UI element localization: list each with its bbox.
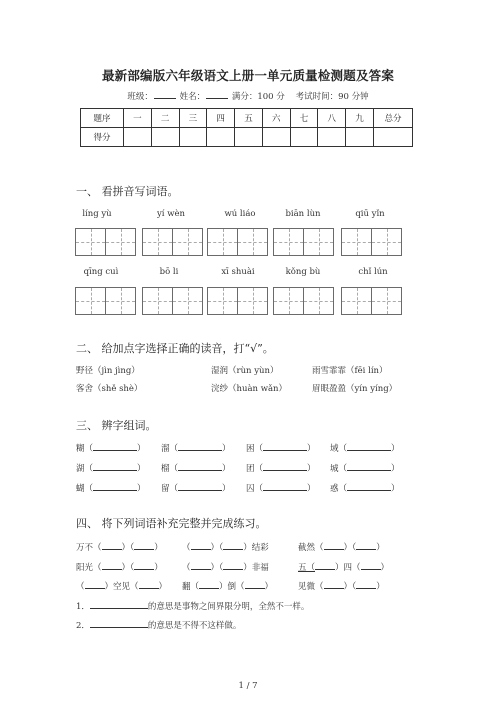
answer-blank[interactable]	[134, 541, 154, 550]
score-header: 二	[151, 109, 179, 128]
score-header: 一	[124, 109, 152, 128]
answer-blank[interactable]	[347, 442, 391, 451]
exam-info: 班级： 姓名： 满分：100 分 考试时间：90 分钟	[127, 92, 369, 102]
answer-blank[interactable]	[93, 442, 137, 451]
writing-grid[interactable]	[207, 287, 268, 315]
pinyin-label: bō li	[159, 267, 179, 277]
score-header: 五	[235, 109, 263, 128]
pinyin-label: kǒng bù	[285, 267, 321, 277]
word-group-item: 困（ ）	[246, 444, 316, 454]
idiom-item: （ ）空见（ ）	[76, 582, 168, 592]
answer-blank[interactable]	[93, 482, 137, 491]
word-group-item: 域（ ）	[330, 444, 400, 454]
answer-blank[interactable]	[324, 580, 344, 589]
word-group-item: 惑（ ）	[330, 484, 400, 494]
word-group-item: 湖（ ）	[76, 464, 146, 474]
answer-blank[interactable]	[324, 541, 344, 550]
score-cell	[262, 128, 290, 147]
score-cell	[318, 128, 346, 147]
answer-blank[interactable]	[178, 462, 222, 471]
idiom-item: 万不（ ）（ ）	[76, 543, 163, 553]
reading-item: 雨雪霏霏（fēi lín）	[312, 366, 388, 376]
answer-blank[interactable]	[315, 561, 335, 570]
idiom-item: 截然（ ）（ ）	[298, 543, 385, 553]
score-cell	[290, 128, 318, 147]
idiom-item: 翻（ ）倒（ ）	[182, 582, 274, 592]
word-group-item: 榴（ ）	[161, 464, 231, 474]
pinyin-label: wú liáo	[224, 209, 256, 219]
score-header: 三	[179, 109, 207, 128]
score-header: 总分	[374, 109, 413, 128]
reading-item: 浣纱（huàn wǎn）	[211, 384, 288, 394]
score-value-row	[81, 128, 413, 147]
answer-blank[interactable]	[178, 482, 222, 491]
name-blank	[206, 90, 228, 99]
word-group-item: 溜（ ）	[161, 444, 231, 454]
score-cell	[346, 128, 374, 147]
writing-grid[interactable]	[341, 228, 402, 256]
reading-item: 客舍（shě shè）	[76, 384, 143, 394]
answer-blank[interactable]	[223, 561, 243, 570]
idiom-item: （ ）（ ）结彩	[182, 543, 269, 553]
writing-grid[interactable]	[75, 287, 136, 315]
answer-blank[interactable]	[191, 541, 211, 550]
score-table	[80, 108, 413, 147]
page-number: 1 / 7	[238, 681, 258, 691]
section-2-heading: 二、 给加点字选择正确的读音，打“√”。	[76, 342, 274, 355]
idiom-item: （ ）（ ）非福	[182, 563, 269, 573]
question-2: 2． 的意思是不得不这样做。	[76, 621, 242, 631]
score-cell	[151, 128, 179, 147]
idiom-item: 五（ ）四（ ）	[298, 563, 390, 573]
answer-blank[interactable]	[139, 580, 159, 589]
answer-blank[interactable]	[347, 482, 391, 491]
answer-blank[interactable]	[245, 580, 265, 589]
pinyin-label: líng yù	[82, 209, 112, 219]
section-3-heading: 三、 辨字组词。	[76, 419, 157, 432]
score-header: 题序	[81, 109, 124, 128]
writing-grid[interactable]	[142, 287, 203, 315]
score-cell	[179, 128, 207, 147]
score-header: 九	[346, 109, 374, 128]
answer-blank[interactable]	[90, 619, 148, 628]
score-cell	[124, 128, 152, 147]
pinyin-label: chǐ lún	[358, 267, 388, 277]
writing-grid[interactable]	[142, 228, 203, 256]
question-1: 1． 的意思是事物之间界限分明，全然不一样。	[76, 602, 310, 612]
score-cell	[207, 128, 235, 147]
class-blank	[154, 90, 176, 99]
reading-item: 眉眼盈盈（yín yíng）	[312, 384, 398, 394]
pinyin-label: qiū yǐn	[355, 209, 385, 219]
score-cell	[235, 128, 263, 147]
writing-grid[interactable]	[341, 287, 402, 315]
word-group-item: 城（ ）	[330, 464, 400, 474]
answer-blank[interactable]	[134, 561, 154, 570]
answer-blank[interactable]	[356, 541, 376, 550]
answer-blank[interactable]	[178, 442, 222, 451]
score-header-row	[81, 109, 413, 128]
answer-blank[interactable]	[361, 561, 381, 570]
writing-grid[interactable]	[273, 287, 334, 315]
section-4-heading: 四、 将下列词语补充完整并完成练习。	[76, 517, 267, 530]
pinyin-label: qīng cuì	[83, 267, 119, 277]
answer-blank[interactable]	[263, 462, 307, 471]
score-header: 八	[318, 109, 346, 128]
writing-grid[interactable]	[207, 228, 268, 256]
score-header: 六	[262, 109, 290, 128]
idiom-item: 见微（ ）（ ）	[298, 582, 385, 592]
answer-blank[interactable]	[356, 580, 376, 589]
answer-blank[interactable]	[85, 580, 105, 589]
answer-blank[interactable]	[90, 600, 148, 609]
word-group-item: 团（ ）	[246, 464, 316, 474]
writing-grid[interactable]	[75, 228, 136, 256]
answer-blank[interactable]	[347, 462, 391, 471]
score-header: 四	[207, 109, 235, 128]
idiom-item: 阳光（ ）（ ）	[76, 563, 163, 573]
section-1-heading: 一、 看拼音写词语。	[76, 185, 179, 198]
answer-blank[interactable]	[191, 561, 211, 570]
reading-item: 野径（jìn jìng）	[76, 366, 140, 376]
answer-blank[interactable]	[263, 482, 307, 491]
page-title: 最新部编版六年级语文上册一单元质量检测题及答案	[101, 68, 395, 83]
answer-blank[interactable]	[223, 541, 243, 550]
word-group-item: 糊（ ）	[76, 444, 146, 454]
pinyin-label: xī shuài	[221, 267, 255, 277]
score-cell	[374, 128, 413, 147]
word-group-item: 留（ ）	[161, 484, 231, 494]
score-row-label: 得分	[81, 128, 124, 147]
writing-grid[interactable]	[273, 228, 334, 256]
pinyin-label: yí wèn	[156, 209, 185, 219]
word-group-item: 囚（ ）	[246, 484, 316, 494]
word-group-item: 蝴（ ）	[76, 484, 146, 494]
score-header: 七	[290, 109, 318, 128]
answer-blank[interactable]	[199, 580, 219, 589]
pinyin-label: biān lùn	[285, 209, 321, 219]
answer-blank[interactable]	[93, 462, 137, 471]
answer-blank[interactable]	[102, 561, 122, 570]
answer-blank[interactable]	[102, 541, 122, 550]
answer-blank[interactable]	[263, 442, 307, 451]
reading-item: 湿润（rùn yùn）	[211, 366, 279, 376]
